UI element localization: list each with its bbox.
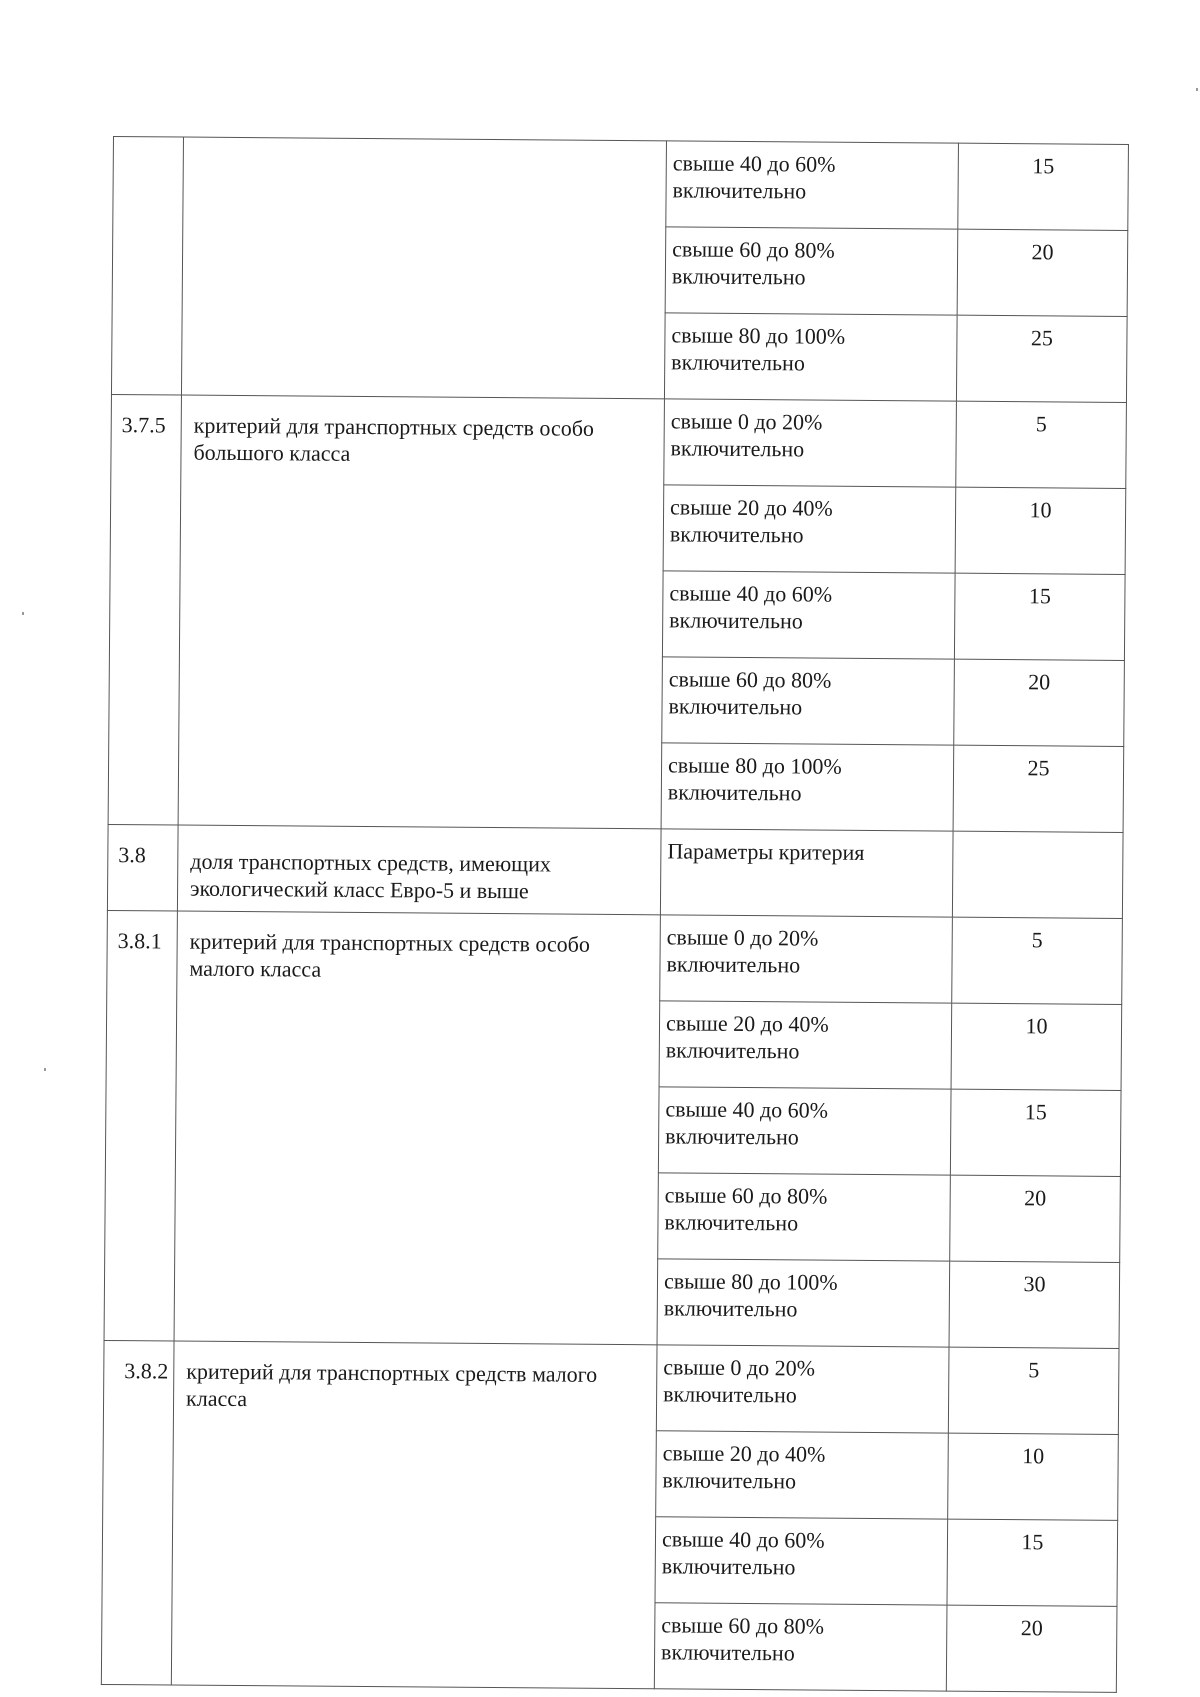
item-number-cell: 3.8.2	[101, 1340, 174, 1685]
score-cell: 15	[947, 1519, 1118, 1606]
parameter-cell: свыше 80 до 100% включительно	[664, 313, 957, 401]
item-number-cell	[111, 137, 183, 396]
criterion-cell	[181, 137, 666, 399]
scan-speck	[44, 1068, 46, 1071]
parameter-cell: свыше 80 до 100% включительно	[661, 743, 954, 831]
score-cell: 20	[946, 1605, 1117, 1692]
parameter-cell: свыше 0 до 20% включительно	[656, 1345, 949, 1433]
score-cell: 15	[950, 1089, 1121, 1176]
parameter-cell: свыше 40 до 60% включительно	[655, 1517, 948, 1605]
scanned-sheet	[101, 136, 1128, 1693]
score-cell: 20	[954, 659, 1125, 746]
score-cell: 10	[948, 1433, 1119, 1520]
parameter-cell: свыше 40 до 60% включительно	[662, 571, 955, 659]
criterion-cell: доля транспортных средств, имеющих экологический класс Евро-5 и выше	[177, 825, 661, 915]
score-cell: 10	[951, 1003, 1122, 1090]
parameter-cell: свыше 20 до 40% включительно	[663, 485, 956, 573]
parameter-cell: свыше 0 до 20% включительно	[664, 399, 957, 487]
table-row	[107, 910, 1123, 1004]
item-number-cell: 3.8.1	[104, 910, 177, 1341]
criterion-cell: критерий для транспортных средств малого класса	[171, 1341, 657, 1689]
score-cell: 20	[950, 1175, 1121, 1262]
score-cell: 5	[956, 401, 1127, 488]
parameter-cell: свыше 60 до 80% включительно	[654, 1603, 947, 1691]
criteria-table	[101, 136, 1129, 1693]
item-number-cell: 3.7.5	[108, 394, 181, 825]
score-cell: 25	[956, 315, 1127, 402]
parameter-cell: Параметры критерия	[660, 829, 953, 917]
parameter-cell: свыше 20 до 40% включительно	[656, 1431, 949, 1519]
scan-speck	[22, 612, 24, 615]
parameter-cell: свыше 20 до 40% включительно	[659, 1001, 952, 1089]
score-cell: 30	[949, 1261, 1120, 1348]
parameter-cell: свыше 60 до 80% включительно	[658, 1173, 951, 1261]
table-row	[107, 824, 1123, 918]
score-cell: 25	[953, 745, 1124, 832]
table-row	[113, 137, 1129, 231]
score-cell	[952, 831, 1123, 918]
criterion-cell: критерий для транспортных средств особо большого класса	[178, 395, 664, 829]
parameter-cell: свыше 60 до 80% включительно	[665, 227, 958, 315]
parameter-cell: свыше 80 до 100% включительно	[657, 1259, 950, 1347]
score-cell: 15	[954, 573, 1125, 660]
parameter-cell: свыше 60 до 80% включительно	[662, 657, 955, 745]
score-cell: 5	[952, 917, 1123, 1004]
item-number-cell: 3.8	[107, 824, 178, 911]
table-row	[111, 394, 1127, 488]
score-cell: 15	[958, 143, 1129, 230]
score-cell: 10	[955, 487, 1126, 574]
criterion-cell: критерий для транспортных средств особо малого класса	[174, 911, 660, 1345]
parameter-cell: свыше 40 до 60% включительно	[666, 141, 959, 229]
score-cell: 5	[948, 1347, 1119, 1434]
parameter-cell: свыше 0 до 20% включительно	[660, 915, 953, 1003]
parameter-cell: свыше 40 до 60% включительно	[658, 1087, 951, 1175]
table-row	[103, 1340, 1119, 1434]
score-cell: 20	[957, 229, 1128, 316]
scan-speck	[1196, 88, 1198, 91]
